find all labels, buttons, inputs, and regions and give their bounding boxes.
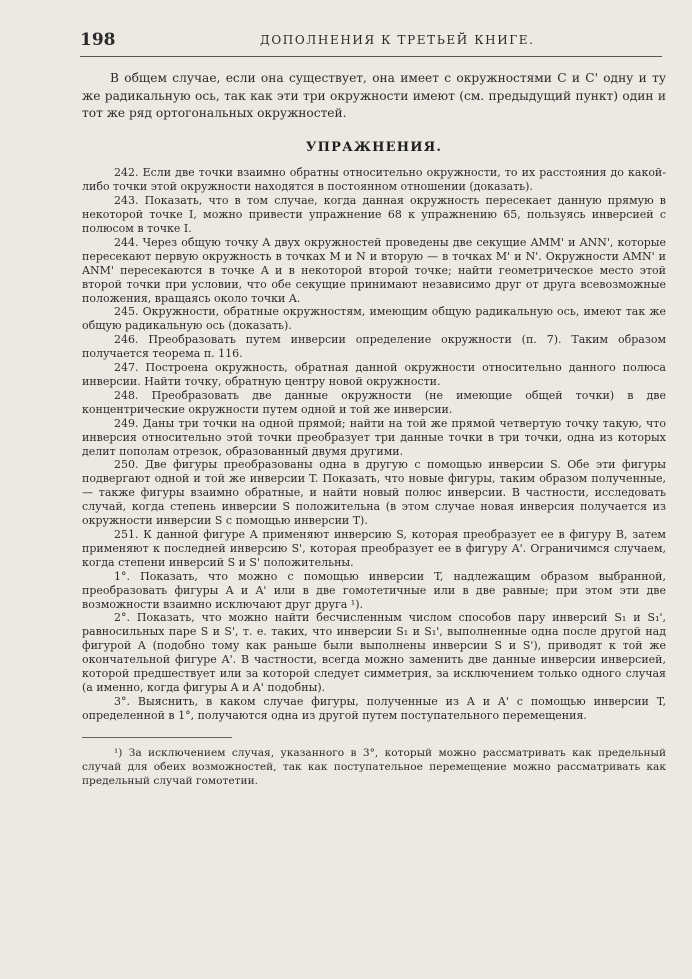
intro-paragraph: В общем случае, если она существует, она имеет с окружностями C и C' одну и ту же радикальную ось, так как эти три окружности имеют (см. предыдущий пункт) один и тот же ряд ортогональных окружностей.	[82, 71, 666, 120]
section-title: УПРАЖНЕНИЯ.	[305, 139, 443, 155]
page-number: 198	[80, 30, 116, 50]
page-body	[82, 70, 666, 788]
exercise-251-part-2: 2°. Показать, что можно найти бесчисленным числом способов пару инверсий S₁ и S₁', равносильных паре S и S', т. е. таких, что инверсии S₁ и S₁', выполненные одна после другой над фигурой A (подобно тому как раньше были выполнены инверсии S и S'), приводят к той же окончательной фигуре A'. В частности, всегда можно заменить две данные инверсии инверсией, которой предшествует или за которой следует симметрия, за исключением только одного случая (а именно, когда фигуры A и A' подобны).	[82, 611, 666, 694]
exercise-250: 250. Две фигуры преобразованы одна в другую с помощью инверсии S. Обе эти фигуры подвергают одной и той же инверсии T. Показать, что новые фигуры, таким образом полученные, — также фигуры взаимно обратные, и найти новый полюс инверсии. В частности, исследовать случай, когда степень инверсии S положительна (в этом случае новая инверсия получается из окружности инверсии S с помощью инверсии T).	[82, 458, 666, 528]
exercise-243: 243. Показать, что в том случае, когда данная окружность пересекает данную прямую в некоторой точке I, можно привести упражнение 68 к упражнению 65, пользуясь инверсией с полюсом в точке I.	[82, 194, 666, 236]
exercise-251: 251. К данной фигуре A применяют инверсию S, которая преобразует ее в фигуру B, затем применяют к последней инверсию S', которая преобразует ее в фигуру A'. Ограничимся случаем, когда степени инверсий S и S' положительны.	[82, 527, 666, 569]
exercise-244: 244. Через общую точку A двух окружностей проведены две секущие AMM' и ANN', которые пересекают первую окружность в точках M и N и вторую — в точках M' и N'. Окружности AMN' и ANM' пересекаются в точке A и в некоторой второй точке; найти геометрическое место этой второй точки при условии, что обе секущие принимают независимо друг от друга всевозможные положения, вращаясь около точки A.	[82, 235, 666, 305]
exercise-251-part-1: 1°. Показать, что можно с помощью инверсии T, надлежащим образом выбранной, преобразовать фигуры A и A' или в две гомотетичные или в две равные; при этом эти две возможности взаимно исключают друг друга ¹).	[82, 569, 666, 611]
footnote: ¹) За исключением случая, указанного в 3°, который можно рассматривать как предельный случай для обеих возможностей, так как поступательное перемещение можно рассматривать как предельный случай гомотетии.	[82, 746, 666, 788]
exercise-246: 246. Преобразовать путем инверсии определение окружности (п. 7). Таким образом получается теорема п. 116.	[82, 333, 666, 361]
exercise-249: 249. Даны три точки на одной прямой; найти на той же прямой четвертую точку такую, что инверсия относительно этой точки преобразует три данные точки в три точки, одна из которых делит пополам отрезок, образованный двумя другими.	[82, 416, 666, 458]
page-header	[80, 30, 662, 57]
exercise-251-part-3: 3°. Выяснить, в каком случае фигуры, полученные из A и A' с помощью инверсии T, определенной в 1°, получаются одна из другой путем поступательного перемещения.	[82, 694, 666, 722]
exercise-242: 242. Если две точки взаимно обратны относительно окружности, то их расстояния до какой-либо точки этой окружности находятся в постоянном отношении (доказать).	[82, 166, 666, 194]
exercise-248: 248. Преобразовать две данные окружности (не имеющие общей точки) в две концентрические окружности путем одной и той же инверсии.	[82, 388, 666, 416]
running-head: ДОПОЛНЕНИЯ К ТРЕТЬЕЙ КНИГЕ.	[260, 33, 535, 47]
footnote-divider	[82, 737, 232, 738]
exercise-247: 247. Построена окружность, обратная данной окружности относительно данного полюса инверсии. Найти точку, обратную центру новой окружности.	[82, 361, 666, 388]
exercise-245: 245. Окружности, обратные окружностям, имеющим общую радикальную ось, имеют так же общую радикальную ось (доказать).	[82, 305, 666, 333]
